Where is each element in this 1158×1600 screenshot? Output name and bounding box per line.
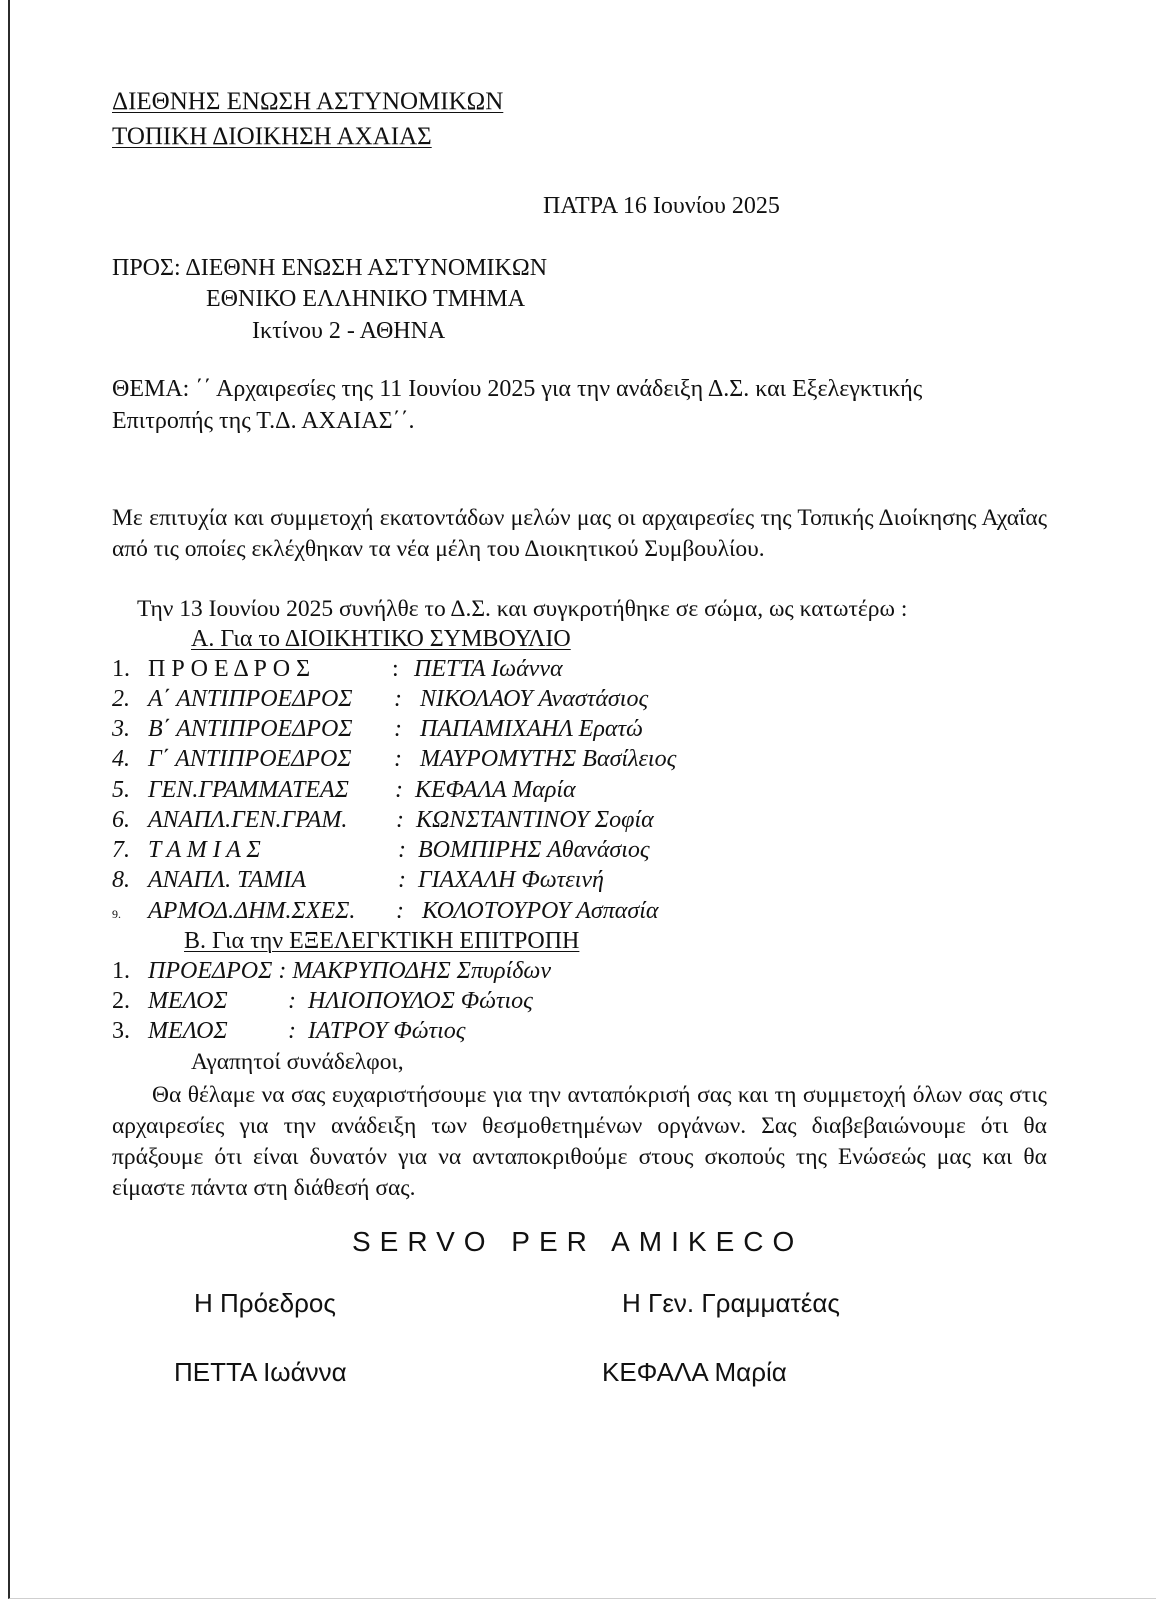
board-member-1 (112, 656, 563, 683)
closing-text: Θα θέλαμε να σας ευχαριστήσουμε για την ανταπόκρισή σας και τη συμμετοχή όλων σας στις αρχαιρεσίες για την ανάδειξη των θεσμοθετημένων οργάνων. Σας διαβεβαιώνουμε ότι θα πράξουμε ότι είναι δυνατόν για να ανταποκριθούμε στους σκοπούς της Ενώσεώς μας και θα είμαστε πάντα στη διάθεσή σας. (112, 1082, 1047, 1201)
member-number: 6. (112, 807, 130, 833)
member-role: ΜΕΛΟΣ (148, 988, 228, 1014)
intro-text: Με επιτυχία και συμμετοχή εκατοντάδων μελών μας οι αρχαιρεσίες της Τοπικής Διοίκησης Αχαΐας από τις οποίες εκλέχθηκαν τα νέα μέλη του Διοικητικού Συμβουλίου. (112, 505, 1047, 562)
member-role: ΜΕΛΟΣ (148, 1018, 228, 1044)
member-name: ΙΑΤΡΟΥ Φώτιος (308, 1018, 466, 1044)
member-number: 3. (112, 716, 130, 742)
member-role: ΑΝΑΠΛ. ΤΑΜΙΑ (148, 867, 307, 893)
org-name-line1: ΔΙΕΘΝΗΣ ΕΝΩΣΗ ΑΣΤΥΝΟΜΙΚΩΝ (112, 88, 504, 115)
member-separator: : (396, 898, 404, 924)
member-number: 7. (112, 837, 130, 863)
board-member-5 (112, 777, 576, 804)
signature-right-name: ΚΕΦΑΛΑ Μαρία (602, 1357, 787, 1387)
member-role: ΠΡΟΕΔΡΟΣ (148, 958, 273, 984)
member-name: ΒΟΜΠΙΡΗΣ Αθανάσιος (418, 837, 650, 863)
member-number: 5. (112, 777, 130, 803)
member-separator: : (394, 686, 402, 712)
member-name: ΚΩΝΣΤΑΝΤΙΝΟΥ Σοφία (416, 807, 654, 833)
board-heading: Α. Για το ΔΙΟΙΚΗΤΙΚΟ ΣΥΜΒΟΥΛΙΟ (191, 626, 571, 652)
org-name-line2: ΤΟΠΙΚΗ ΔΙΟΙΚΗΣΗ ΑΧΑΙΑΣ (112, 123, 432, 150)
motto: SERVO PER AMIKECO (352, 1226, 804, 1257)
member-role: Π Ρ Ο Ε Δ Ρ Ο Σ (148, 656, 311, 682)
recipient-line2: ΕΘΝΙΚΟ ΕΛΛΗΝΙΚΟ ΤΜΗΜΑ (206, 286, 526, 312)
place-date: ΠΑΤΡΑ 16 Ιουνίου 2025 (543, 193, 780, 219)
member-role: ΓΕΝ.ΓΡΑΜΜΑΤΕΑΣ (148, 777, 349, 803)
member-separator: : (398, 837, 406, 863)
recipient-line1: ΔΙΕΘΝΗ ΕΝΩΣΗ ΑΣΤΥΝΟΜΙΚΩΝ (185, 255, 548, 281)
closing-paragraph (112, 1080, 1047, 1204)
member-number: 4. (112, 746, 130, 772)
board-member-3 (112, 716, 643, 743)
member-name: ΠΕΤΤΑ Ιωάννα (414, 656, 563, 682)
member-role: ΑΡΜΟΔ.ΔΗΜ.ΣΧΕΣ. (148, 898, 356, 924)
signature-right-title: Η Γεν. Γραμματέας (622, 1288, 840, 1318)
signature-left-name: ΠΕΤΤΑ Ιωάννα (174, 1357, 347, 1387)
member-separator: : (288, 988, 296, 1014)
member-number: 1. (112, 656, 130, 682)
audit-heading: Β. Για την ΕΞΕΛΕΓΚΤΙΚΗ ΕΠΙΤΡΟΠΗ (184, 928, 580, 954)
audit-member-3 (112, 1018, 465, 1045)
signature-left-title: Η Πρόεδρος (194, 1288, 336, 1318)
member-number: 2. (112, 686, 130, 712)
member-name: ΜΑΚΡΥΠΟΔΗΣ Σπυρίδων (292, 958, 551, 984)
member-separator: : (392, 656, 399, 682)
member-number: 3. (112, 1018, 130, 1044)
board-member-2 (112, 686, 648, 713)
board-member-4 (112, 746, 676, 773)
member-role: Α΄ ΑΝΤΙΠΡΟΕΔΡΟΣ (148, 686, 353, 712)
greeting: Αγαπητοί συνάδελφοι, (191, 1049, 404, 1075)
member-separator: : (278, 958, 287, 984)
member-separator: : (394, 716, 402, 742)
member-number: 1. (112, 958, 130, 984)
member-separator: : (398, 867, 406, 893)
subject-line2: Επιτροπής της Τ.Δ. ΑΧΑΙΑΣ΄΄. (112, 408, 415, 434)
board-member-9 (112, 898, 658, 925)
recipient-label: ΠΡΟΣ: (112, 255, 181, 281)
recipient-block (112, 255, 547, 282)
member-number: 9. (112, 907, 121, 921)
meeting-text: Την 13 Ιουνίου 2025 συνήλθε το Δ.Σ. και συγκροτήθηκε σε σώμα, ως κατωτέρω : (137, 596, 908, 622)
member-separator: : (396, 807, 404, 833)
member-role: ΑΝΑΠΛ.ΓΕΝ.ΓΡΑΜ. (148, 807, 348, 833)
member-name: ΚΕΦΑΛΑ Μαρία (415, 777, 576, 803)
recipient-line3: Ικτίνου 2 - ΑΘΗΝΑ (252, 318, 446, 344)
board-member-7 (112, 837, 650, 864)
member-name: ΠΑΠΑΜΙΧΑΗΛ Ερατώ (420, 716, 643, 742)
member-number: 8. (112, 867, 130, 893)
member-number: 2. (112, 988, 130, 1014)
member-role: Β΄ ΑΝΤΙΠΡΟΕΔΡΟΣ (148, 716, 353, 742)
board-member-6 (112, 807, 654, 834)
member-separator: : (395, 777, 403, 803)
member-name: ΚΟΛΟΤΟΥΡΟΥ Ασπασία (422, 898, 659, 924)
board-member-8 (112, 867, 604, 894)
member-role: Τ Α Μ Ι Α Σ (148, 837, 261, 863)
audit-member-1 (112, 958, 551, 985)
member-name: ΜΑΥΡΟΜΥΤΗΣ Βασίλειος (420, 746, 677, 772)
audit-member-2 (112, 988, 533, 1015)
member-separator: : (288, 1018, 296, 1044)
member-role: Γ΄ ΑΝΤΙΠΡΟΕΔΡΟΣ (148, 746, 352, 772)
subject-line1: ΘΕΜΑ: ΄΄ Αρχαιρεσίες της 11 Ιουνίου 2025 για την ανάδειξη Δ.Σ. και Εξελεγκτικής (112, 376, 923, 402)
member-name: ΓΙΑΧΑΛΗ Φωτεινή (418, 867, 604, 893)
intro-paragraph (112, 503, 1047, 565)
document-page (8, 0, 1156, 1599)
member-separator: : (394, 746, 402, 772)
member-name: ΝΙΚΟΛΑΟΥ Αναστάσιος (420, 686, 649, 712)
member-name: ΗΛΙΟΠΟΥΛΟΣ Φώτιος (308, 988, 533, 1014)
